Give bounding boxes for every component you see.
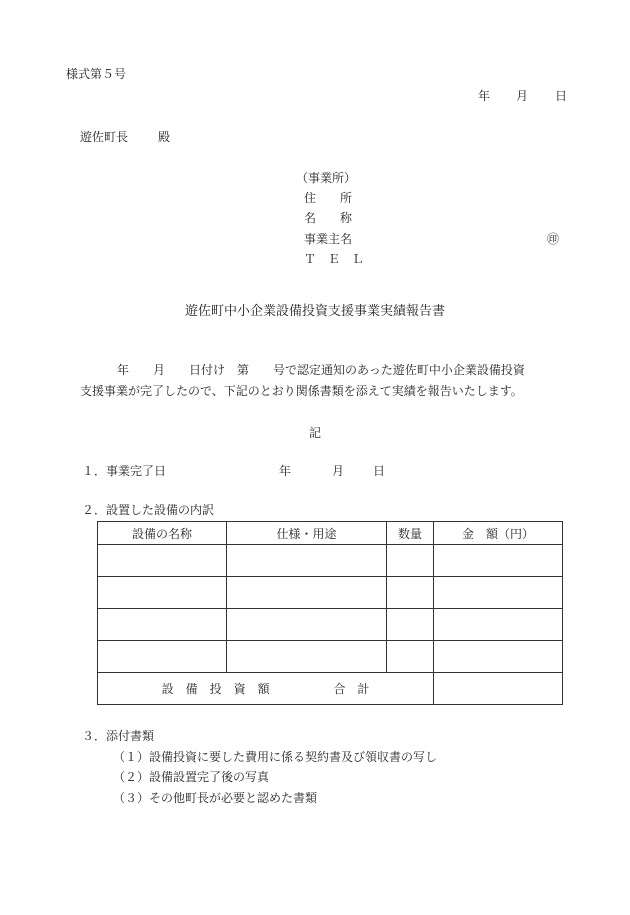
table-cell bbox=[227, 641, 387, 673]
owner-name-label: 事業主名 bbox=[304, 232, 353, 246]
table-cell bbox=[98, 577, 227, 609]
body-line-2: 支援事業が完了したので、下記のとおり関係書類を添えて実績を報告いたします。 bbox=[80, 384, 523, 398]
date-month: 月 bbox=[516, 89, 529, 103]
table-row bbox=[98, 641, 563, 673]
table-row bbox=[98, 545, 563, 577]
document-title: 遊佐町中小企業設備投資支援事業実績報告書 bbox=[184, 304, 445, 319]
section1-label: １．事業完了日 bbox=[82, 464, 167, 478]
addressee-honorific: 殿 bbox=[158, 130, 171, 144]
ki-marker: 記 bbox=[308, 426, 321, 440]
table-cell bbox=[434, 577, 563, 609]
address-label: 住 所 bbox=[304, 191, 353, 205]
attachment-item: （１）設備投資に要した費用に係る契約書及び領収書の写し bbox=[113, 750, 438, 764]
table-row bbox=[98, 577, 563, 609]
company-name-label: 名 称 bbox=[304, 211, 353, 225]
table-cell bbox=[227, 609, 387, 641]
equipment-table bbox=[97, 521, 563, 705]
header-amount: 金 額（円） bbox=[434, 522, 563, 545]
completion-year: 年 bbox=[279, 464, 292, 478]
section2-label: ２．設置した設備の内訳 bbox=[82, 503, 215, 517]
table-cell bbox=[434, 641, 563, 673]
form-number: 様式第５号 bbox=[66, 67, 127, 81]
applicant-heading: （事業所） bbox=[296, 171, 357, 185]
table-header-row bbox=[98, 522, 563, 545]
addressee-name: 遊佐町長 bbox=[80, 130, 129, 144]
attachment-item: （２）設備設置完了後の写真 bbox=[113, 770, 270, 784]
table-cell bbox=[227, 545, 387, 577]
table-cell bbox=[227, 577, 387, 609]
completion-month: 月 bbox=[332, 464, 345, 478]
table-cell bbox=[98, 545, 227, 577]
attachment-item: （３）その他町長が必要と認めた書類 bbox=[113, 791, 318, 805]
total-amount-cell bbox=[434, 673, 563, 705]
completion-day: 日 bbox=[373, 464, 386, 478]
total-sum-label: 合 計 bbox=[333, 682, 370, 696]
date-year: 年 bbox=[478, 89, 491, 103]
table-cell bbox=[434, 609, 563, 641]
total-label-cell bbox=[98, 673, 434, 705]
date-day: 日 bbox=[555, 89, 568, 103]
table-cell bbox=[387, 577, 434, 609]
tel-label: Ｔ Ｅ Ｌ bbox=[304, 252, 368, 266]
section3-label: ３．添付書類 bbox=[82, 729, 155, 743]
table-row bbox=[98, 609, 563, 641]
table-total-row bbox=[98, 673, 563, 705]
table-cell bbox=[434, 545, 563, 577]
header-quantity: 数量 bbox=[387, 522, 434, 545]
table-cell bbox=[387, 641, 434, 673]
header-specification: 仕様・用途 bbox=[227, 522, 387, 545]
seal-icon: ㊞ bbox=[547, 232, 560, 246]
total-label: 設 備 投 資 額 bbox=[161, 682, 270, 696]
table-cell bbox=[387, 609, 434, 641]
table-cell bbox=[98, 609, 227, 641]
table-cell bbox=[387, 545, 434, 577]
table-cell bbox=[98, 641, 227, 673]
body-line-1: 年 月 日付け 第 号で認定通知のあった遊佐町中小企業設備投資 bbox=[117, 363, 525, 377]
header-equipment-name: 設備の名称 bbox=[98, 522, 227, 545]
